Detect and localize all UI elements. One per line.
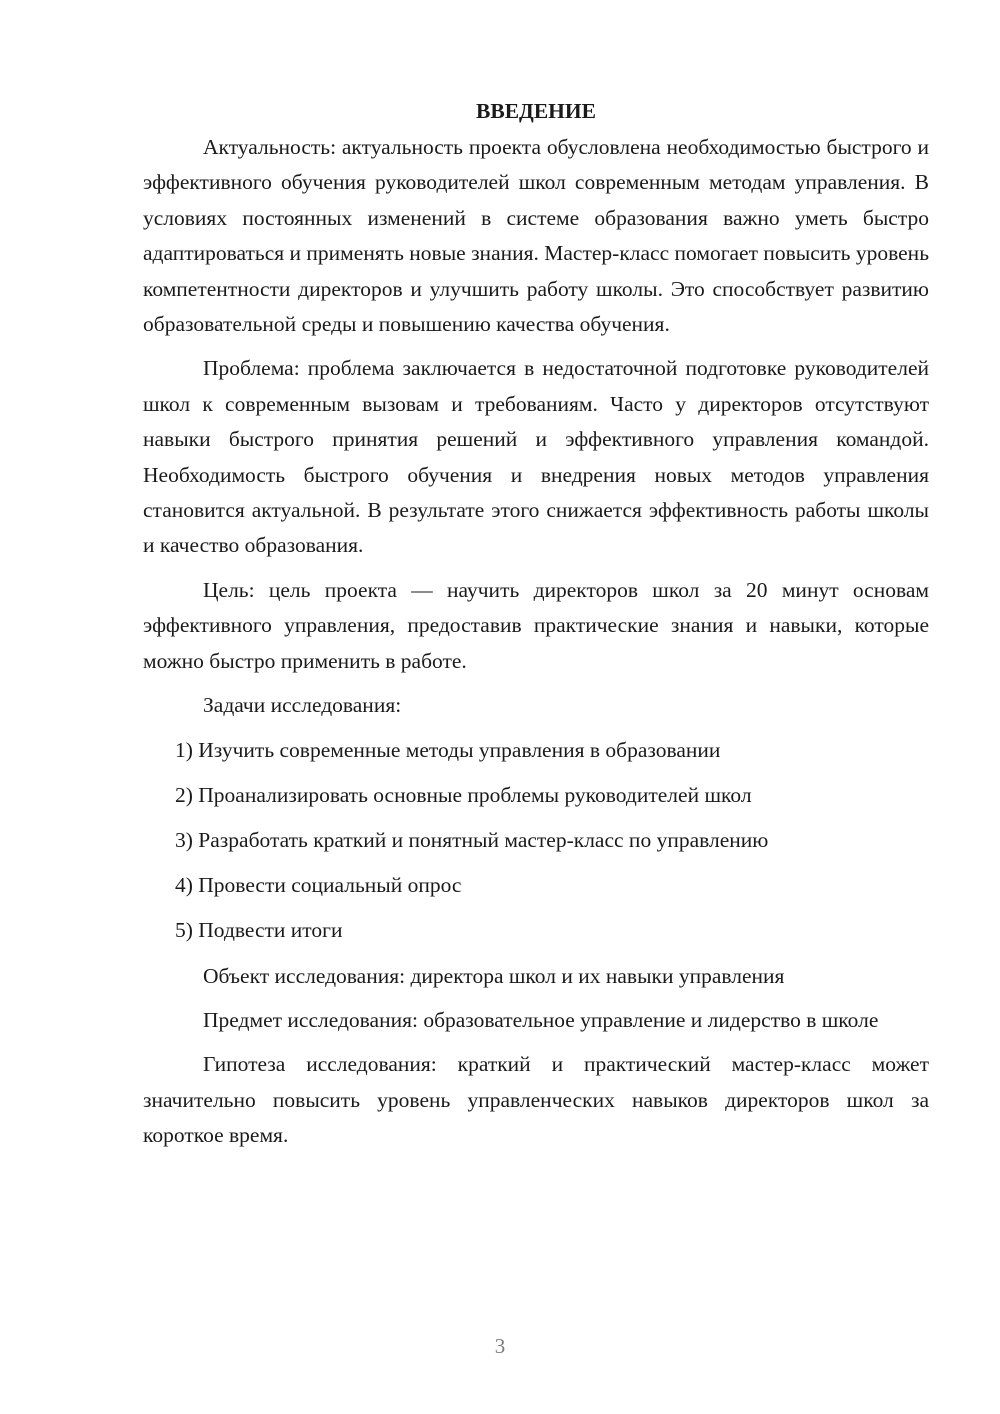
problem-paragraph: Проблема: проблема заключается в недостаточной подготовке руководителей школ к современным вызовам и требованиям. Часто у директоров отсутствуют навыки быстрого принятия решений и эффективного управления командой. Необходимость быстрого обучения и внедрения новых методов управления становится актуальной. В результате этого снижается эффективность работы школы и качество образования. <box>143 356 929 558</box>
tasks-heading: Задачи исследования: <box>203 693 402 718</box>
task-item: 1) Изучить современные методы управления в образовании <box>175 737 721 762</box>
section-title: ВВЕДЕНИЕ <box>476 99 596 123</box>
object-paragraph: Объект исследования: директора школ и их навыки управления <box>203 963 785 988</box>
hypothesis-paragraph: Гипотеза исследования: краткий и практический мастер-класс может значительно повысить уровень управленческих навыков директоров школ за короткое время. <box>143 1052 929 1148</box>
relevance-paragraph: Актуальность: актуальность проекта обусловлена необходимостью быстрого и эффективного обучения руководителей школ современным методам управления. В условиях постоянных изменений в системе образования важно уметь быстро адаптироваться и применять новые знания. Мастер-класс помогает повысить уровень компетентности директоров и улучшить работу школы. Это способствует развитию образовательной среды и повышению качества обучения. <box>143 135 929 337</box>
task-item: 3) Разработать краткий и понятный мастер-класс по управлению <box>175 827 769 852</box>
tasks-list <box>143 733 929 949</box>
task-item: 2) Проанализировать основные проблемы руководителей школ <box>175 782 752 807</box>
goal-paragraph: Цель: цель проекта — научить директоров школ за 20 минут основам эффективного управления, предоставив практические знания и навыки, которые можно быстро применить в работе. <box>143 577 929 673</box>
document-page <box>143 96 929 1163</box>
page-number: 3 <box>494 1334 506 1358</box>
task-item: 5) Подвести итоги <box>175 918 343 943</box>
task-item: 4) Провести социальный опрос <box>175 873 462 898</box>
subject-paragraph: Предмет исследования: образовательное управление и лидерство в школе <box>203 1007 879 1032</box>
